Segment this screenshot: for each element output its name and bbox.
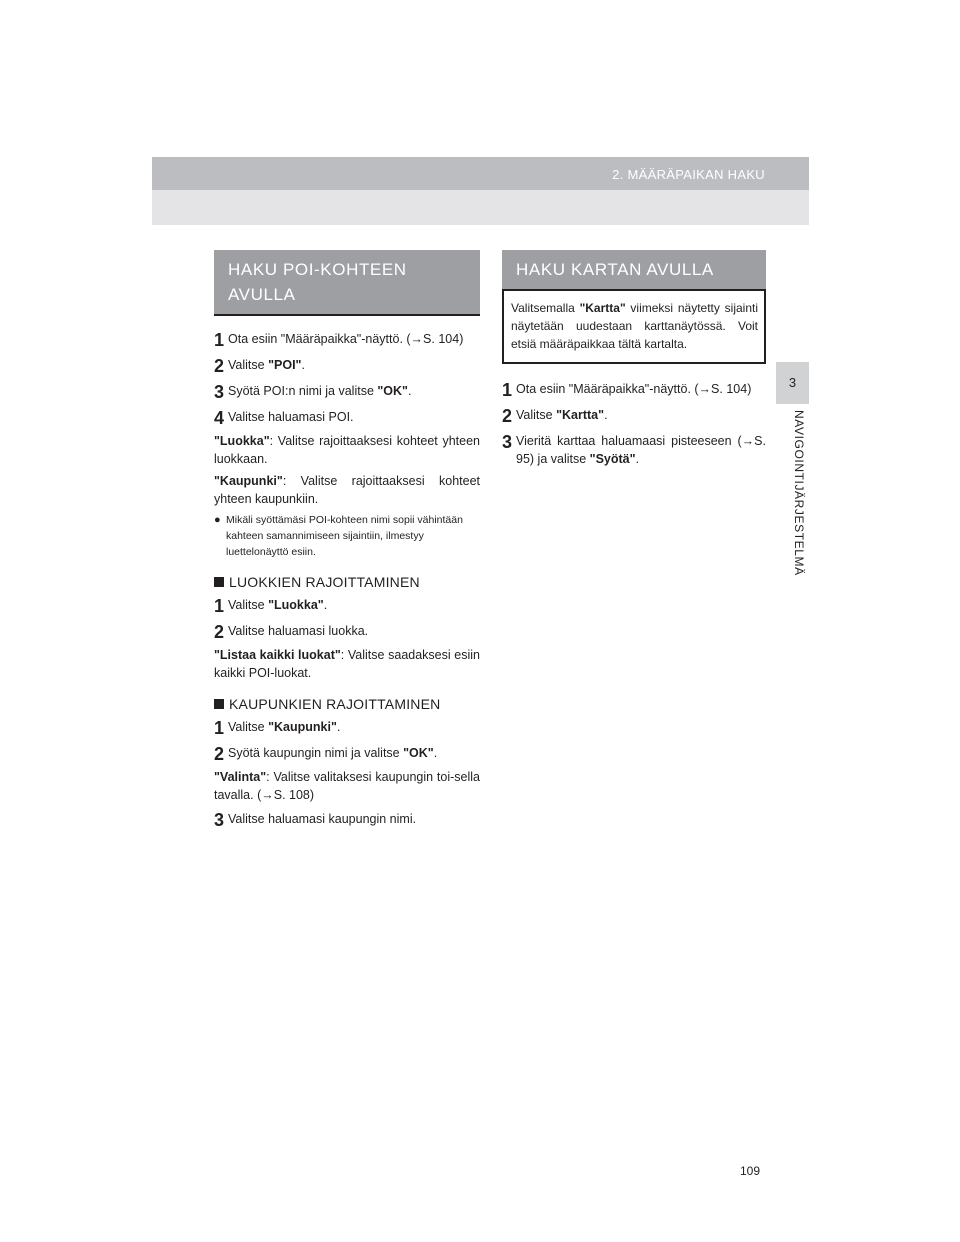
step-text: [228, 622, 480, 640]
step-text-part: Valitse haluamasi POI.: [228, 410, 354, 424]
step-text: [228, 330, 480, 348]
step-number: 3: [214, 810, 225, 830]
step-number: 2: [502, 406, 513, 426]
step-item: [502, 406, 766, 426]
left-column: [214, 250, 480, 830]
option-description: [214, 768, 480, 804]
step-item: [214, 718, 480, 738]
option-name: "OK": [377, 384, 408, 398]
info-box: [502, 291, 766, 364]
option-text: : Valitse rajoittaaksesi kohteet yhteen kaupunkiin.: [214, 474, 480, 506]
page-number: 109: [740, 1164, 761, 1178]
step-number: 4: [214, 408, 225, 428]
option-name: "Syötä": [589, 452, 636, 466]
subsection-title: LUOKKIEN RAJOITTAMINEN: [229, 574, 420, 590]
step-item: [214, 596, 480, 616]
step-text: [228, 408, 480, 426]
step-item: [214, 810, 480, 830]
step-text: [228, 356, 480, 374]
step-item: [502, 432, 766, 468]
heading-line: HAKU POI-KOHTEEN: [228, 260, 407, 279]
right-column: [502, 250, 766, 468]
step-number: 3: [214, 382, 225, 402]
section-heading-poi: [214, 250, 480, 316]
step-number: 1: [214, 718, 225, 738]
option-name: "POI": [268, 358, 302, 372]
section-heading-map: HAKU KARTAN AVULLA: [502, 250, 766, 291]
option-description: [214, 432, 480, 468]
step-text: [516, 432, 766, 468]
step-number: 2: [214, 622, 225, 642]
step-text-part: .: [433, 746, 438, 760]
option-name: "Luokka": [268, 598, 324, 612]
step-text-part: Syötä kaupungin nimi ja valitse: [228, 746, 404, 760]
step-text-part: .: [336, 720, 341, 734]
step-item: [214, 408, 480, 428]
option-name: "Listaa kaikki luokat": [214, 648, 341, 662]
subsection-heading: [214, 574, 480, 590]
option-text: : Valitse saadaksesi esiin kaikki POI-luokat.: [214, 648, 480, 680]
option-name: "OK": [403, 746, 434, 760]
option-name: "Kartta": [579, 301, 626, 315]
note-bullet: [214, 512, 480, 560]
bullet-mark: ●: [214, 514, 221, 526]
step-text-part: Valitse: [228, 358, 269, 372]
step-item: [214, 382, 480, 402]
square-bullet-icon: [214, 577, 224, 587]
header-band: [152, 190, 809, 225]
option-text: : Valitse valitaksesi kaupungin toi-sella tavalla. (→S. 108): [214, 770, 480, 802]
step-text-part: Valitse: [228, 598, 269, 612]
step-item: [214, 356, 480, 376]
step-text-part: Ota esiin "Määräpaikka"-näyttö. (→S. 104): [228, 332, 464, 346]
option-name: "Kaupunki": [268, 720, 337, 734]
step-text: [516, 406, 766, 424]
step-item: [502, 380, 766, 400]
header-bar: [152, 157, 809, 190]
step-item: [214, 330, 480, 350]
info-text: viimeksi näytetty sijainti näytetään uudestaan karttanäytössä. Voit etsiä määräpaikkaa tältä kartalta.: [511, 301, 758, 351]
step-text: [516, 380, 766, 398]
option-description: [214, 646, 480, 682]
square-bullet-icon: [214, 699, 224, 709]
step-item: [214, 744, 480, 764]
step-text-part: Valitse: [516, 408, 557, 422]
step-number: 2: [214, 744, 225, 764]
step-text: [228, 718, 480, 736]
subsection-heading: [214, 696, 480, 712]
step-text-part: .: [301, 358, 305, 372]
info-text: Valitsemalla: [511, 301, 580, 315]
step-text-part: .: [323, 598, 328, 612]
step-text-part: .: [407, 384, 412, 398]
step-text-part: Ota esiin "Määräpaikka"-näyttö. (→S. 104): [516, 382, 752, 396]
option-name: "Valinta": [214, 770, 267, 784]
step-text: Valitse haluamasi kaupungin nimi.: [228, 812, 417, 826]
section-title: 2. MÄÄRÄPAIKAN HAKU: [612, 167, 765, 182]
step-number: 3: [502, 432, 513, 452]
step-text-part: .: [635, 452, 640, 466]
chapter-number-tab: 3: [776, 362, 809, 404]
note-text: Mikäli syöttämäsi POI-kohteen nimi sopii vähintään kahteen samannimiseen sijaintiin, ilmestyy luettelonäyttö esiin.: [226, 514, 463, 558]
subsection-title: KAUPUNKIEN RAJOITTAMINEN: [229, 696, 441, 712]
step-number: 1: [214, 596, 225, 616]
option-name: "Kartta": [556, 408, 605, 422]
option-name: "Kaupunki": [214, 474, 283, 488]
option-name: "Luokka": [214, 434, 270, 448]
step-text: [228, 744, 480, 762]
step-item: [214, 622, 480, 642]
option-description: [214, 472, 480, 508]
step-number: 2: [214, 356, 225, 376]
chapter-label: NAVIGOINTIJÄRJESTELMÄ: [792, 410, 806, 576]
option-text: : Valitse rajoittaaksesi kohteet yhteen luokkaan.: [214, 434, 480, 466]
step-text-part: Syötä POI:n nimi ja valitse: [228, 384, 378, 398]
step-text: [228, 382, 480, 400]
step-text-part: Valitse: [228, 720, 269, 734]
heading-line: AVULLA: [228, 285, 296, 304]
step-number: 1: [214, 330, 225, 350]
step-text-part: Valitse haluamasi luokka.: [228, 624, 369, 638]
step-text-part: .: [604, 408, 608, 422]
step-text: [228, 596, 480, 614]
step-number: 1: [502, 380, 513, 400]
step-text-part: Vieritä karttaa haluamaasi pisteeseen (→S. 95) ja valitse: [516, 434, 766, 466]
